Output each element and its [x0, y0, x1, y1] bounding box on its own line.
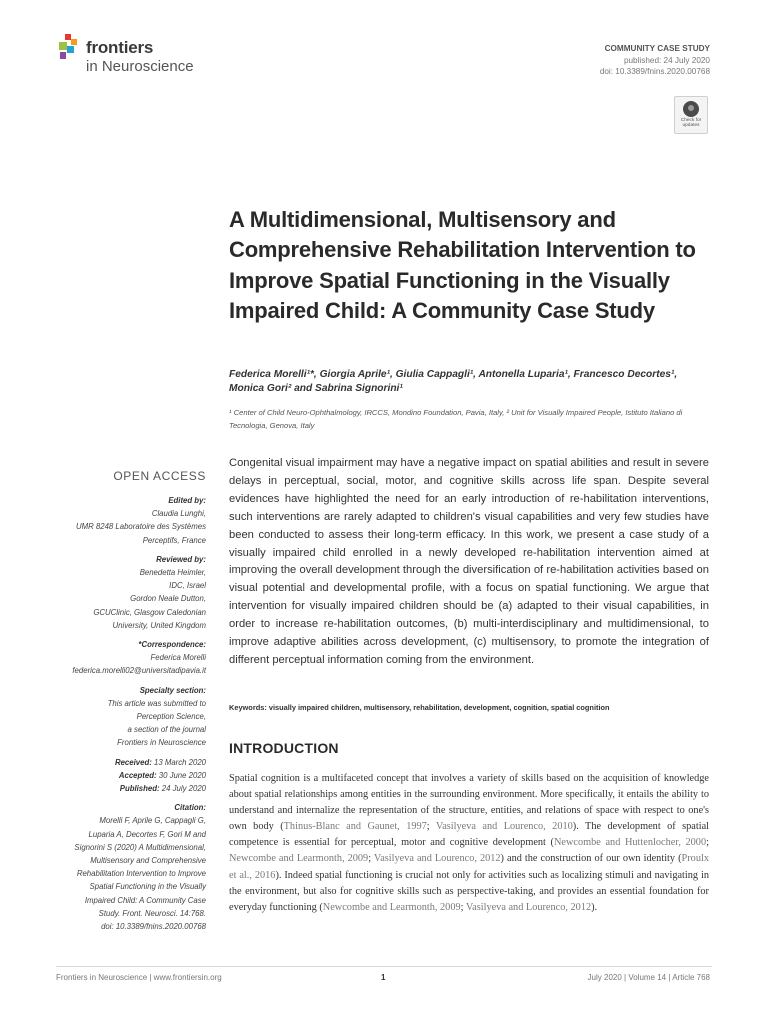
received-date: [40, 756, 206, 769]
citation-link[interactable]: Newcombe and Learmonth, 2009: [322, 901, 461, 913]
correspondence-name: Federica Morelli: [150, 653, 206, 663]
citation-line: Luparia A, Decortes F, Gori M and: [88, 829, 206, 839]
reviewer-line: IDC, Israel: [169, 581, 206, 591]
body-text-segment: ). Indeed spatial functioning is crucial not only for activities such as localizing stimuli and navigating in the environment, but also for cognitive skills such as perspective-taking, and provides an essential foundation for everyday functioning (: [229, 869, 709, 913]
author-list[interactable]: Federica Morelli¹*, Giorgia Aprile¹, Giulia Cappagli¹, Antonella Luparia¹, Francesco Decortes¹, Monica Gori² and Sabrina Signorini¹: [229, 369, 678, 394]
editor-line: Claudia Lunghi,: [151, 509, 206, 519]
logo-wordmark: frontiers: [86, 38, 154, 57]
citation-link[interactable]: Newcombe and Huttenlocher, 2000: [553, 837, 707, 849]
reviewer-line: Gordon Neale Dutton,: [130, 594, 206, 604]
citation-line[interactable]: doi: 10.3389/fnins.2020.00768: [101, 922, 206, 932]
reviewer-line: University, United Kingdom: [112, 620, 206, 630]
received-label: Received:: [114, 757, 152, 767]
body-text-segment: ;: [706, 837, 709, 849]
citation-line: Multisensory and Comprehensive: [90, 856, 206, 866]
published-label: Published:: [119, 784, 160, 794]
page-number: 1: [381, 973, 386, 982]
article-type: COMMUNITY CASE STUDY: [604, 44, 710, 53]
check-updates-icon: [683, 101, 699, 117]
citation-label: Citation:: [174, 803, 206, 813]
citation-line: Rehabilitation Intervention to Improve: [76, 869, 206, 879]
reviewed-by-label: Reviewed by:: [156, 554, 206, 564]
editor-line: UMR 8248 Laboratoire des Systèmes: [75, 522, 206, 532]
accepted-value: 30 June 2020: [158, 770, 206, 780]
citation-line: Morelli F, Aprile G, Cappagli G,: [99, 816, 206, 826]
article-doi[interactable]: doi: 10.3389/fnins.2020.00768: [599, 67, 710, 76]
abstract: Congenital visual impairment may have a negative impact on spatial abilities and result in severe delays in perceptual, social, motor, and cognitive skills across life span. Despite several evidences have highlighted the need for an early introduction of re-habilitation interventions, such interventions are rarely adapted to children's visual capabilities and very few studies have been conducted to assess their long-term efficacy. In this work, we present a case study of a visually impaired child enrolled in a newly developed re-habilitation intervention aimed at improving the overall development through the diversification of re-habilitation activities based on visual potential and developmental profile, with a focus on spatial functioning. We argue that intervention for visually impaired children should be (a) adapted to their visual capabilities, in order to increase re-habilitation outcomes, (b) multi-interdisciplinary and multidimensional, to improve adaptive abilities across development, (c) multisensory, to promote the integration of different perceptual information coming from the environment.: [229, 457, 709, 666]
citation-link[interactable]: Thinus-Blanc and Gaunet, 1997: [283, 821, 427, 833]
citation-link[interactable]: Newcombe and Learmonth, 2009: [229, 853, 369, 865]
correspondence-email[interactable]: federica.morelli02@universitadipavia.it: [72, 666, 206, 676]
footer-journal-link[interactable]: Frontiers in Neuroscience | www.frontiersin.org: [56, 973, 222, 982]
body-text-segment: ;: [368, 853, 374, 865]
citation-line: Spatial Functioning in the Visually: [89, 882, 206, 892]
citation-line: Signorini S (2020) A Multidimensional,: [74, 842, 206, 852]
specialty-label: Specialty section:: [139, 685, 206, 695]
body-text-segment: ).: [591, 901, 598, 913]
accepted-label: Accepted:: [118, 770, 157, 780]
check-updates-label: Check for updates: [680, 118, 702, 128]
citation-link[interactable]: Proulx et al., 2016: [229, 853, 709, 881]
specialty-line: This article was submitted to: [107, 698, 206, 708]
body-text-segment: ) and the construction of our own identity (: [500, 853, 682, 865]
keywords: Keywords: visually impaired children, multisensory, rehabilitation, development, cognition, spatial cognition: [229, 703, 610, 712]
affiliations: ¹ Center of Child Neuro-Ophthalmology, IRCCS, Mondino Foundation, Pavia, Italy, ² Unit for Visually Impaired People, Istituto Italiano di Tecnologia, Genova, Italy: [229, 408, 683, 430]
frontiers-logo-icon: [56, 34, 80, 62]
footer-divider: [56, 966, 712, 967]
published-value: 24 July 2020: [161, 784, 206, 794]
footer-issue-info: July 2020 | Volume 14 | Article 768: [587, 973, 710, 982]
reviewer-line: GCUClinic, Glasgow Caledonian: [93, 607, 206, 617]
body-text-segment: ). The development of spatial competence is essential for perceptual, motor and cognitive development (: [229, 821, 710, 849]
citation-line: Study. Front. Neurosci. 14:768.: [98, 908, 206, 918]
section-heading-introduction: INTRODUCTION: [229, 740, 339, 756]
edited-by-label: Edited by:: [168, 496, 206, 505]
check-for-updates-button[interactable]: [674, 96, 708, 134]
reviewer-line: Benedetta Heimler,: [139, 568, 206, 578]
logo-journal-name: in Neuroscience: [86, 58, 194, 75]
published-date-side: [40, 782, 206, 795]
body-text-segment: ;: [460, 901, 466, 913]
citation-link[interactable]: Vasilyeva and Lourenco, 2012: [465, 901, 592, 913]
body-text-segment: Spatial cognition is a multifaceted concept that involves a variety of skills based on the acquisition of knowledge about spatial relationships among entities in the surrounding environment. More specifically, it entails the ability to understand and internalize the representation of the structure, entities, and relations of space with respect to one's own body (: [229, 773, 709, 833]
specialty-line: Frontiers in Neuroscience: [117, 738, 206, 748]
open-access-label: OPEN ACCESS: [113, 469, 206, 483]
journal-logo: [56, 34, 236, 82]
specialty-line: a section of the journal: [127, 725, 206, 735]
citation-link[interactable]: Vasilyeva and Lourenco, 2010: [435, 821, 573, 833]
article-title: A Multidimensional, Multisensory and Comprehensive Rehabilitation Intervention to Improve Spatial Functioning in the Visually Impaired Child: A Community Case Study: [229, 207, 696, 323]
article-info-sidebar: [40, 494, 206, 933]
citation-line: Impaired Child: A Community Case: [84, 895, 206, 905]
correspondence-label: *Correspondence:: [138, 640, 206, 650]
body-text-segment: ;: [426, 821, 436, 833]
accepted-date: [40, 769, 206, 782]
editor-line: Perceptifs, France: [142, 535, 206, 545]
published-date: published: 24 July 2020: [623, 56, 710, 65]
body-paragraph: [229, 771, 709, 916]
specialty-line: Perception Science,: [136, 712, 206, 722]
citation-link[interactable]: Vasilyeva and Lourenco, 2012: [373, 853, 501, 865]
received-value: 13 March 2020: [153, 757, 206, 767]
